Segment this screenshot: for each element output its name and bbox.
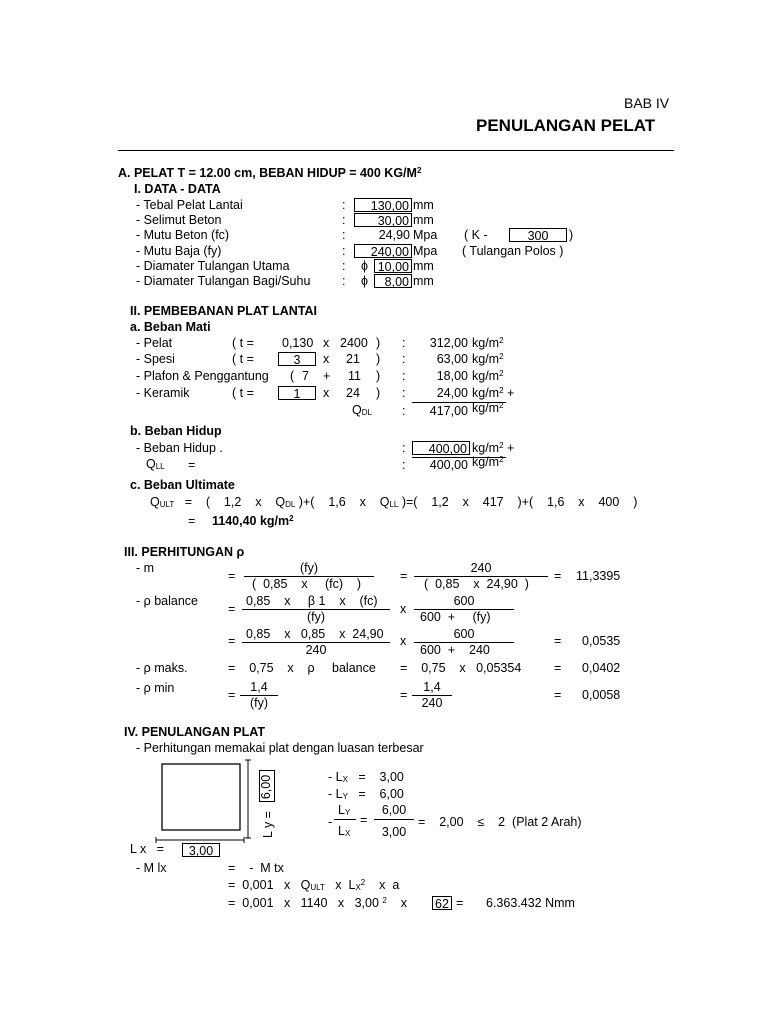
eq: = bbox=[456, 896, 464, 910]
beban-result: 24,00 bbox=[436, 386, 468, 400]
steel-note: ( Tulangan Polos ) bbox=[462, 244, 564, 258]
rho-min-result: 0,0058 bbox=[582, 688, 621, 702]
balance-denominator-r: 600 + (fy) bbox=[420, 610, 491, 624]
rho-maks-expr-value: = 0,75 x 0,05354 bbox=[400, 661, 522, 675]
beban-b: 21 bbox=[346, 352, 360, 366]
colon: : bbox=[342, 244, 346, 258]
balance-result: 0,0535 bbox=[582, 634, 621, 648]
page-title: PENULANGAN PELAT bbox=[476, 116, 656, 135]
data-label: - Diamater Tulangan Utama bbox=[136, 259, 290, 273]
beban-hidup-value: 400,00 bbox=[412, 441, 470, 455]
data-unit: mm bbox=[413, 274, 434, 288]
ratio-numerator-value: 6,00 bbox=[381, 803, 407, 817]
ratio-denominator-label: $L_X$ bbox=[338, 824, 351, 838]
eq: = bbox=[554, 634, 562, 648]
beban-unit: $kg/m^2$ bbox=[472, 336, 504, 350]
m-numerator: (fy) bbox=[299, 561, 319, 575]
beban-hidup-unit: $kg/m^2$ + bbox=[472, 441, 515, 455]
fraction-line bbox=[374, 819, 414, 820]
data-unit: Mpa bbox=[413, 244, 438, 258]
eq: = bbox=[400, 569, 408, 583]
eq: = bbox=[554, 661, 562, 675]
beban-open: ( t = bbox=[232, 336, 254, 350]
times: x bbox=[400, 634, 407, 648]
beban-result: 312,00 bbox=[429, 336, 468, 350]
ly-value: 6,00 bbox=[259, 774, 273, 800]
rho-maks-label: - ρ maks. bbox=[136, 661, 188, 675]
beban-open: ( bbox=[290, 369, 295, 383]
data-unit: mm bbox=[413, 198, 434, 212]
beban-a: 7 bbox=[302, 369, 309, 383]
mlx-label: - M lx bbox=[136, 861, 167, 875]
qdl-value: 417,00 bbox=[429, 404, 468, 418]
mlx-line-1: = - M tx bbox=[228, 861, 284, 875]
colon: : bbox=[402, 441, 406, 455]
qll-label: $Q_{LL}$ bbox=[146, 457, 165, 471]
beban-unit: $kg/m^2$ bbox=[472, 352, 504, 366]
eq: = bbox=[228, 634, 236, 648]
qult-eq: = bbox=[188, 514, 196, 528]
balance2-numerator-r: 600 bbox=[453, 627, 475, 641]
beban-unit: $kg/m^2$ bbox=[472, 369, 504, 383]
data-label: - Diamater Tulangan Bagi/Suhu bbox=[136, 274, 311, 288]
beban-a: 1 bbox=[278, 386, 316, 400]
balance-numerator: 0,85 x β 1 x (fc) bbox=[246, 594, 378, 608]
eq: = bbox=[554, 569, 562, 583]
beban-unit: $kg/m^2$ + bbox=[472, 386, 515, 400]
ly-row: - $L_Y$ = 6,00 bbox=[328, 787, 404, 801]
phi-symbol: ϕ bbox=[361, 259, 369, 273]
beban-open: ( t = bbox=[232, 352, 254, 366]
beban-op: x bbox=[323, 352, 330, 366]
data-value: 240,00 bbox=[354, 244, 412, 258]
phi-symbol: ϕ bbox=[361, 274, 369, 288]
balance-numerator-r: 600 bbox=[453, 594, 475, 608]
colon: : bbox=[402, 404, 406, 418]
balance2-denominator: 240 bbox=[305, 643, 327, 657]
section-a-title: A. PELAT T = 12.00 cm, BEBAN HIDUP = 400 $KG/M^2$ bbox=[118, 166, 422, 180]
data-unit: mm bbox=[413, 213, 434, 227]
data-value: 8,00 bbox=[374, 274, 412, 288]
m-denominator-value: ( 0,85 x 24,90 ) bbox=[424, 577, 529, 591]
ly-value-box bbox=[259, 770, 275, 802]
rho-min-numerator-value: 1,4 bbox=[423, 680, 441, 694]
data-value: 30,00 bbox=[354, 213, 412, 227]
eq: = bbox=[400, 688, 408, 702]
data-value: 130,00 bbox=[354, 198, 412, 212]
lx-row: - $L_X$ = 3,00 bbox=[328, 770, 404, 784]
mlx-result: 6.363.432 Nmm bbox=[486, 896, 575, 910]
k-value: 300 bbox=[509, 228, 567, 242]
colon: : bbox=[402, 369, 406, 383]
rho-min-denominator: (fy) bbox=[249, 696, 269, 710]
data-unit: Mpa bbox=[413, 228, 438, 242]
data-unit: mm bbox=[413, 259, 434, 273]
mlx-coefficient: 62 bbox=[432, 896, 452, 910]
qll-value: 400,00 bbox=[429, 458, 468, 472]
beban-hidup-label: - Beban Hidup . bbox=[136, 441, 223, 455]
beban-open: ( t = bbox=[232, 386, 254, 400]
beban-close: ) bbox=[376, 386, 381, 400]
rho-balance-label: - ρ balance bbox=[136, 594, 199, 608]
beban-label: - Plafon & Penggantung bbox=[136, 369, 269, 383]
colon: : bbox=[342, 198, 346, 212]
m-denominator: ( 0,85 x (fc) ) bbox=[252, 577, 362, 591]
beban-op: x bbox=[323, 386, 330, 400]
beban-ultimate-heading: c. Beban Ultimate bbox=[130, 478, 235, 492]
beban-a: 3 bbox=[278, 352, 316, 366]
eq: = bbox=[360, 813, 368, 827]
lx-value: 3,00 bbox=[182, 843, 220, 857]
beban-b: 24 bbox=[346, 386, 360, 400]
k-open: ( K - bbox=[464, 228, 488, 242]
colon: : bbox=[342, 274, 346, 288]
colon: : bbox=[402, 336, 406, 350]
data-heading: I. DATA - DATA bbox=[134, 182, 221, 196]
rho-min-denominator-value: 240 bbox=[421, 696, 443, 710]
ratio-denominator-value: 3,00 bbox=[381, 825, 407, 839]
colon: : bbox=[342, 228, 346, 242]
beban-label: - Spesi bbox=[136, 352, 175, 366]
ly-label: L y = bbox=[261, 811, 275, 838]
k-close: ) bbox=[569, 228, 574, 242]
beban-b: 11 bbox=[348, 369, 361, 383]
beban-close: ) bbox=[376, 352, 381, 366]
colon: : bbox=[402, 352, 406, 366]
beban-label: - Pelat bbox=[136, 336, 173, 350]
rho-maks-expr: = 0,75 x ρ balance bbox=[228, 661, 376, 675]
beban-heading: II. PEMBEBANAN PLAT LANTAI bbox=[130, 304, 318, 318]
balance2-numerator: 0,85 x 0,85 x 24,90 bbox=[246, 627, 384, 641]
data-value: 10,00 bbox=[374, 259, 412, 273]
penulangan-note: - Perhitungan memakai plat dengan luasan terbesar bbox=[136, 741, 424, 755]
beban-mati-heading: a. Beban Mati bbox=[130, 320, 211, 334]
colon: : bbox=[402, 458, 406, 472]
data-label: - Selimut Beton bbox=[136, 213, 222, 227]
eq: = bbox=[554, 688, 562, 702]
beban-result: 63,00 bbox=[436, 352, 468, 366]
penulangan-heading: IV. PENULANGAN PLAT bbox=[124, 725, 265, 739]
ratio-numerator-label: $L_Y$ bbox=[338, 803, 351, 817]
qult-formula: $Q_{ULT}$ = ( 1,2 x $Q_{DL}$ )+( 1,6 x $Q_{LL}$ )=( 1,2 x 417 )+( 1,6 x 400 ) bbox=[150, 495, 638, 509]
ratio-dash: - bbox=[328, 815, 333, 829]
data-label: - Mutu Beton (fc) bbox=[136, 228, 230, 242]
fraction-line bbox=[334, 819, 356, 820]
qult-result: 1140,40 $kg/m^2$ bbox=[212, 514, 294, 528]
m-result: 11,3395 bbox=[576, 569, 621, 583]
colon: : bbox=[342, 213, 346, 227]
qll-eq: = bbox=[188, 458, 196, 472]
perhitungan-heading: III. PERHITUNGAN ρ bbox=[124, 545, 245, 559]
mlx-line-2: = 0,001 x $Q_{ULT}$ x $L_X^2$ x a bbox=[228, 878, 400, 892]
beban-b: 2400 bbox=[340, 336, 368, 350]
m-label: - m bbox=[136, 561, 155, 575]
beban-close: ) bbox=[376, 369, 381, 383]
lx-label: L x = bbox=[130, 842, 164, 856]
chapter-label: BAB IV bbox=[624, 95, 670, 111]
rho-min-numerator: 1,4 bbox=[250, 680, 268, 694]
beban-a: 0,130 bbox=[282, 336, 314, 350]
rho-min-label: - ρ min bbox=[136, 681, 175, 695]
balance2-denominator-r: 600 + 240 bbox=[420, 643, 490, 657]
eq: = bbox=[228, 569, 236, 583]
title-divider bbox=[118, 150, 674, 151]
beban-close: ) bbox=[376, 336, 381, 350]
mlx-line-3: = 0,001 x 1140 x 3,00 $^2$ x bbox=[228, 896, 408, 910]
qdl-label: $Q_{DL}$ bbox=[352, 403, 372, 417]
colon: : bbox=[402, 386, 406, 400]
eq: = bbox=[228, 602, 236, 616]
m-numerator-value: 240 bbox=[470, 561, 492, 575]
beban-result: 18,00 bbox=[436, 369, 468, 383]
rho-maks-result: 0,0402 bbox=[582, 661, 621, 675]
qdl-unit: $kg/m^2$ bbox=[472, 401, 504, 415]
beban-op: x bbox=[323, 336, 330, 350]
colon: : bbox=[342, 259, 346, 273]
data-label: - Tebal Pelat Lantai bbox=[136, 198, 243, 212]
beban-label: - Keramik bbox=[136, 386, 190, 400]
times: x bbox=[400, 602, 407, 616]
balance-denominator: (fy) bbox=[306, 610, 326, 624]
beban-hidup-heading: b. Beban Hidup bbox=[130, 424, 222, 438]
eq: = bbox=[228, 688, 236, 702]
data-value: 24,90 bbox=[378, 228, 410, 242]
qll-unit: $kg/m^2$ bbox=[472, 455, 504, 469]
ratio-result: = 2,00 ≤ 2 (Plat 2 Arah) bbox=[418, 815, 582, 829]
beban-op: + bbox=[323, 369, 331, 383]
data-label: - Mutu Baja (fy) bbox=[136, 244, 222, 258]
